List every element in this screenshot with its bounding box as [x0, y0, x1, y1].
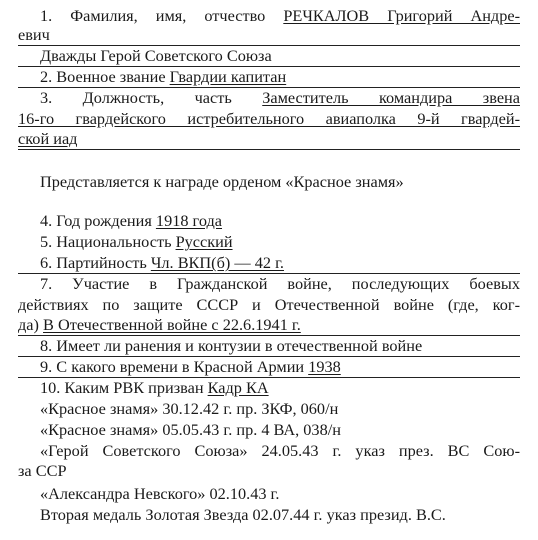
award-entry-continued — [18, 461, 520, 482]
field-value: 16-го гвардейского истребительного авиаполка 9-й гвардей- — [18, 109, 520, 128]
field-value: Кадр КА — [207, 378, 269, 397]
field-label: 2. Военное звание — [40, 67, 170, 86]
field-war-participation — [18, 274, 520, 295]
field-label: 10. Каким РВК призван — [40, 378, 208, 397]
field-value: РЕЧКАЛОВ Григорий Андре- — [283, 6, 520, 25]
field-army-since — [18, 357, 520, 378]
field-party — [18, 253, 520, 274]
field-title-note — [18, 46, 520, 67]
award-entry-text: «Красное знамя» 30.12.42 г. пр. ЗКФ, 060/н — [40, 399, 339, 418]
field-draft-office — [18, 378, 520, 399]
field-full-name-continued — [18, 25, 520, 46]
award-entry-text: за ССР — [18, 461, 67, 480]
field-wounds — [18, 336, 520, 357]
field-position — [18, 88, 520, 109]
award-text: Представляется к награде орденом «Красное знамя» — [40, 172, 404, 191]
field-position-continued — [18, 129, 520, 150]
field-value: Гвардии капитан — [169, 67, 287, 86]
award-entry — [18, 399, 520, 420]
field-value: 1918 года — [155, 211, 223, 230]
field-value: Заместитель командира звена — [262, 88, 520, 107]
field-label: 5. Национальность — [40, 232, 176, 251]
field-nationality — [18, 232, 520, 253]
field-birth-year — [18, 211, 520, 232]
field-label: 7. Участие в Гражданской войне, последующих боевых — [40, 274, 520, 293]
field-label: 8. Имеет ли ранения и контузии в отечественной войне — [40, 336, 423, 355]
award-heading — [18, 172, 520, 193]
field-label: 1. Фамилия, имя, отчество — [40, 6, 284, 25]
field-value: 1938 — [308, 357, 341, 376]
field-value: В Отечественной войне с 22.6.1941 г. — [43, 315, 301, 334]
field-value: Чл. ВКП(б) — 42 г. — [150, 253, 284, 272]
field-label: 3. Должность, часть — [40, 88, 263, 107]
field-label: 9. С какого времени в Красной Армии — [40, 357, 309, 376]
field-label: 4. Год рождения — [40, 211, 156, 230]
field-label: 6. Партийность — [40, 253, 151, 272]
award-entry — [18, 484, 520, 505]
field-war-participation-continued — [18, 315, 520, 336]
award-entry-text: «Герой Советского Союза» 24.05.43 г. указ през. ВС Сою- — [40, 441, 520, 460]
field-value: Дважды Герой Советского Союза — [40, 46, 272, 65]
field-war-participation-continued — [18, 295, 520, 316]
field-value: ской иад — [18, 129, 78, 148]
field-full-name — [18, 6, 520, 27]
award-entry-text: «Александра Невского» 02.10.43 г. — [40, 484, 280, 503]
award-entry — [18, 441, 520, 462]
field-value: евич — [18, 25, 50, 44]
award-entry-text: «Красное знамя» 05.05.43 г. пр. 4 ВА, 038/н — [40, 420, 341, 439]
field-military-rank — [18, 67, 520, 88]
award-entry — [18, 420, 520, 441]
field-position-continued — [18, 109, 520, 130]
field-label: действиях по защите СССР и Отечественной войне (где, ког- — [18, 295, 520, 314]
award-entry — [18, 505, 520, 526]
field-value: Русский — [175, 232, 233, 251]
field-label: да) — [18, 315, 44, 334]
award-entry-text: Вторая медаль Золотая Звезда 02.07.44 г. указ презид. В.С. — [40, 505, 446, 524]
